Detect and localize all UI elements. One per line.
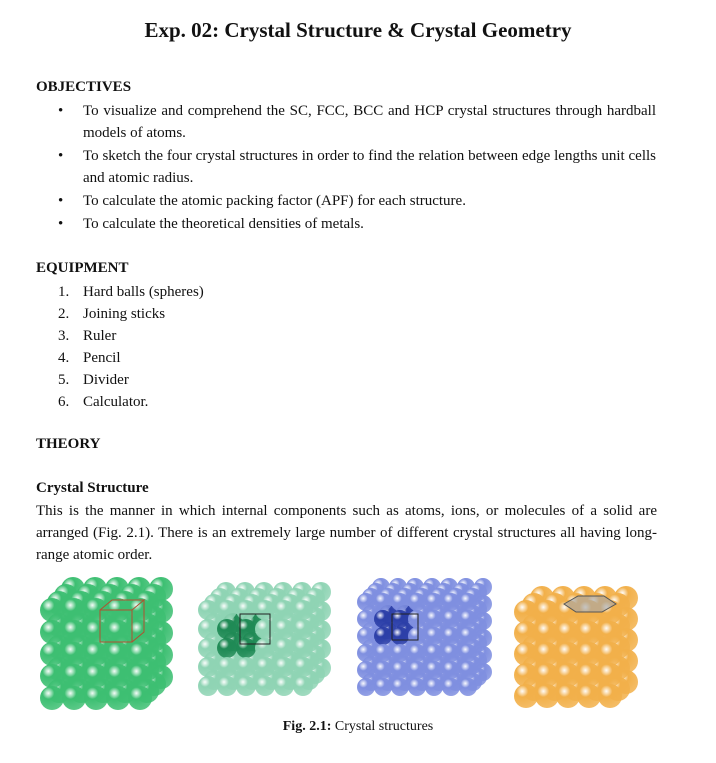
atom-sphere [106, 686, 130, 710]
figure-caption-text: Crystal structures [331, 719, 434, 734]
atom-sphere [84, 620, 108, 644]
atom-sphere [556, 621, 580, 645]
equipment-item [36, 347, 204, 369]
atom-sphere [274, 676, 294, 696]
atom-sphere [391, 678, 409, 696]
equipment-item [36, 369, 204, 391]
atom-sphere [535, 684, 559, 708]
atom-sphere [84, 642, 108, 666]
atom-sphere [425, 661, 443, 679]
objective-item: • To visualize and comprehend the SC, FCC, BCC and HCP crystal structures through hardball models of atoms. [36, 100, 656, 144]
atom-sphere [514, 642, 538, 666]
atom-sphere [535, 642, 559, 666]
hcp-illustration [506, 570, 656, 710]
atom-sphere [128, 642, 152, 666]
atom-sphere [84, 686, 108, 710]
atom-sphere [357, 644, 375, 662]
atom-sphere [198, 676, 218, 696]
atom-sphere [106, 642, 130, 666]
atom-sphere [425, 678, 443, 696]
atom-sphere [577, 663, 601, 687]
equipment-number: 2. [58, 306, 70, 322]
objective-item: • To calculate the atomic packing factor (APF) for each structure. [36, 190, 656, 212]
atom-sphere [391, 627, 409, 645]
objectives-heading: OBJECTIVES [36, 79, 132, 95]
atom-sphere [408, 627, 426, 645]
atom-sphere [106, 664, 130, 688]
atom-sphere [442, 661, 460, 679]
equipment-number: 6. [58, 394, 70, 410]
atom-sphere [293, 600, 313, 620]
atom-sphere [236, 600, 256, 620]
figure-caption [0, 719, 716, 735]
atom-sphere [514, 663, 538, 687]
atom-sphere [459, 593, 477, 611]
atom-sphere [577, 621, 601, 645]
atom-sphere [255, 657, 275, 677]
fcc-illustration [194, 570, 344, 710]
equipment-text: Ruler [83, 328, 117, 344]
atom-sphere [357, 593, 375, 611]
theory-heading: THEORY [36, 436, 101, 452]
atom-sphere [217, 657, 237, 677]
atom-sphere [535, 663, 559, 687]
equipment-number: 5. [58, 372, 70, 388]
page-title: Exp. 02: Crystal Structure & Crystal Geometry [144, 18, 572, 42]
equipment-text: Pencil [83, 350, 121, 366]
atom-sphere [236, 657, 256, 677]
atom-sphere [577, 642, 601, 666]
equipment-item [36, 325, 204, 347]
atom-sphere [62, 620, 86, 644]
atom-sphere [577, 684, 601, 708]
atom-sphere [274, 619, 294, 639]
objectives-list [36, 100, 676, 236]
objective-item: • To calculate the theoretical densities of metals. [36, 213, 656, 235]
atom-sphere [425, 644, 443, 662]
atom-sphere [459, 678, 477, 696]
atom-sphere [442, 644, 460, 662]
atom-sphere [408, 593, 426, 611]
atom-sphere [217, 619, 237, 639]
atom-sphere [357, 627, 375, 645]
atom-sphere [217, 600, 237, 620]
atom-sphere [40, 664, 64, 688]
atom-sphere [128, 664, 152, 688]
crystal-structures-figure [36, 570, 676, 710]
atom-sphere [62, 686, 86, 710]
atom-sphere [514, 621, 538, 645]
atom-sphere [293, 619, 313, 639]
atom-sphere [598, 663, 622, 687]
objective-item: • To sketch the four crystal structures in order to find the relation between edge lengths unit cells and atomic radius. [36, 145, 656, 189]
atom-sphere [128, 686, 152, 710]
atom-sphere [40, 598, 64, 622]
atom-sphere [293, 676, 313, 696]
atom-sphere [357, 610, 375, 628]
atom-sphere [198, 638, 218, 658]
atom-sphere [40, 642, 64, 666]
atom-sphere [62, 664, 86, 688]
atom-sphere [198, 600, 218, 620]
atom-sphere [391, 593, 409, 611]
atom-sphere [255, 600, 275, 620]
atom-sphere [408, 610, 426, 628]
atom-sphere [40, 620, 64, 644]
atom-sphere [374, 610, 392, 628]
atom-sphere [198, 657, 218, 677]
atom-sphere [84, 664, 108, 688]
atom-sphere [391, 610, 409, 628]
atom-sphere [535, 621, 559, 645]
atom-sphere [274, 638, 294, 658]
equipment-number: 4. [58, 350, 70, 366]
atom-sphere [408, 644, 426, 662]
atom-sphere [556, 663, 580, 687]
atom-sphere [425, 593, 443, 611]
equipment-text: Joining sticks [83, 306, 166, 322]
atom-sphere [459, 610, 477, 628]
atom-sphere [442, 610, 460, 628]
atom-sphere [459, 661, 477, 679]
equipment-heading: EQUIPMENT [36, 260, 129, 276]
atom-sphere [374, 644, 392, 662]
atom-sphere [374, 678, 392, 696]
atom-sphere [217, 676, 237, 696]
simple-cubic-illustration [36, 570, 186, 710]
equipment-text: Calculator. [83, 394, 149, 410]
atom-sphere [459, 627, 477, 645]
bcc-illustration [352, 570, 502, 710]
equipment-item [36, 391, 204, 413]
atom-sphere [598, 621, 622, 645]
atom-sphere [374, 627, 392, 645]
equipment-number: 3. [58, 328, 70, 344]
atom-sphere [598, 684, 622, 708]
atom-sphere [293, 657, 313, 677]
equipment-text: Hard balls (spheres) [83, 284, 204, 300]
atom-sphere [293, 638, 313, 658]
atom-sphere [408, 661, 426, 679]
atom-sphere [357, 661, 375, 679]
atom-sphere [442, 593, 460, 611]
atom-sphere [374, 661, 392, 679]
atom-sphere [198, 619, 218, 639]
atom-sphere [274, 600, 294, 620]
atom-sphere [556, 684, 580, 708]
atom-sphere [357, 678, 375, 696]
atom-sphere [442, 678, 460, 696]
atom-sphere [391, 644, 409, 662]
atom-sphere [62, 598, 86, 622]
equipment-item [36, 281, 204, 303]
atom-sphere [236, 619, 256, 639]
atom-sphere [425, 627, 443, 645]
atom-sphere [236, 676, 256, 696]
atom-sphere [556, 642, 580, 666]
equipment-item [36, 303, 204, 325]
atom-sphere [62, 642, 86, 666]
atom-sphere [106, 620, 130, 644]
atom-sphere [236, 638, 256, 658]
atom-sphere [598, 642, 622, 666]
atom-sphere [217, 638, 237, 658]
theory-paragraph: This is the manner in which internal components such as atoms, ions, or molecules of a solid are arranged (Fig. 2.1). There is an extremely large number of different crystal structures all having long-range atomic order. [36, 503, 657, 563]
atom-sphere [274, 657, 294, 677]
atom-sphere [514, 600, 538, 624]
atom-sphere [374, 593, 392, 611]
atom-sphere [459, 644, 477, 662]
atom-sphere [40, 686, 64, 710]
atom-sphere [408, 678, 426, 696]
equipment-number: 1. [58, 284, 70, 300]
atom-sphere [255, 619, 275, 639]
equipment-list [36, 281, 204, 413]
atom-sphere [425, 610, 443, 628]
atom-sphere [255, 638, 275, 658]
crystal-structure-subheading: Crystal Structure [36, 480, 149, 496]
figure-caption-label: Fig. 2.1: [282, 719, 332, 734]
atom-sphere [255, 676, 275, 696]
atom-sphere [391, 661, 409, 679]
atom-sphere [514, 684, 538, 708]
atom-sphere [535, 600, 559, 624]
atom-sphere [442, 627, 460, 645]
equipment-text: Divider [83, 372, 129, 388]
